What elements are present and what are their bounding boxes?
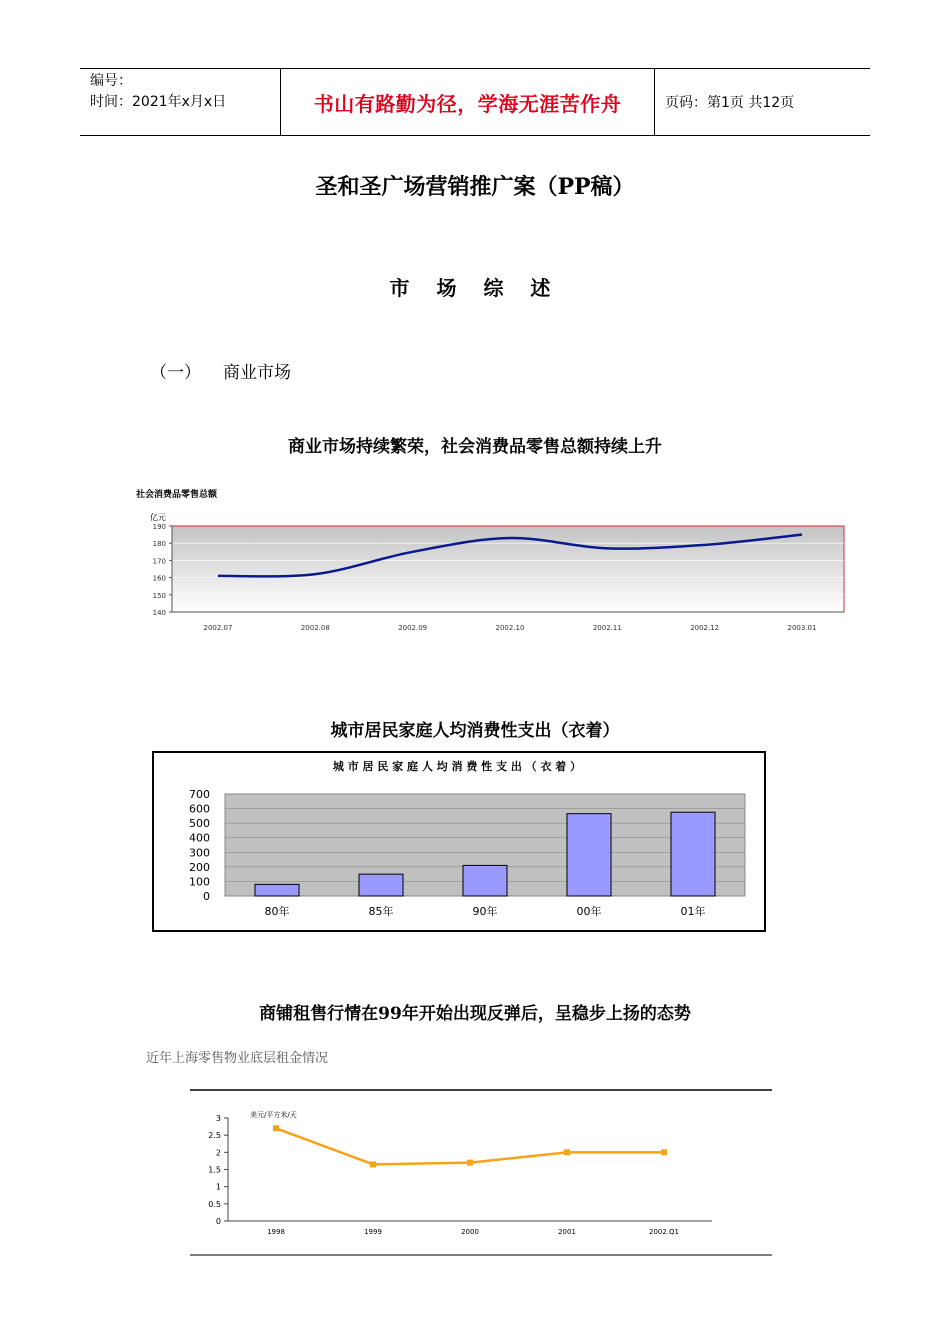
chart2-title: 城 市 居 民 家 庭 人 均 消 费 性 支 出 （ 衣 着 ） xyxy=(332,760,582,773)
chart1-xtick-label: 2003.01 xyxy=(787,624,817,632)
header-time: 时间：2021年x月x日 xyxy=(90,94,227,110)
chart1-ytick-label: 170 xyxy=(152,557,166,566)
chart2-ytick-label: 400 xyxy=(189,831,210,845)
chart2-bar xyxy=(463,865,507,896)
chart1-ytick-label: 160 xyxy=(152,574,166,583)
header-meta xyxy=(80,69,281,135)
chart2-bar xyxy=(671,812,715,896)
retail-sales-line-chart xyxy=(130,484,860,636)
chart2-bar xyxy=(255,884,299,896)
chart1-title: 社会消费品零售总额 xyxy=(136,490,218,500)
chart3-xtick-label: 2000 xyxy=(461,1228,479,1236)
chart2-ytick-label: 500 xyxy=(189,817,210,831)
chart2-caption: 城市居民家庭人均消费性支出（衣着） xyxy=(330,721,620,741)
chart3-point xyxy=(273,1125,279,1131)
chart1-ytick-label: 140 xyxy=(152,609,166,617)
chart1-xtick-label: 2002.07 xyxy=(203,624,233,632)
rent-line-chart xyxy=(140,1044,780,1259)
chart2-ytick-label: 600 xyxy=(189,802,210,816)
chart3-ylabel: 美元/平方米/天 xyxy=(250,1111,297,1119)
header-page-cell xyxy=(655,69,870,135)
document-title: 圣和圣广场营销推广案（PP稿） xyxy=(315,174,635,200)
chart3-ytick-label: 2 xyxy=(215,1148,221,1158)
chart2-ytick-label: 0 xyxy=(203,890,210,903)
chart3-ytick-label: 1 xyxy=(215,1182,221,1192)
page-header xyxy=(80,68,870,136)
chart3-ytick-label: 3 xyxy=(215,1114,221,1123)
header-page-info: 页码：第1页 共12页 xyxy=(665,95,795,111)
chart1-xtick-label: 2002.11 xyxy=(592,624,622,632)
header-number: 编号： xyxy=(90,73,132,89)
chart3-point xyxy=(564,1149,570,1155)
chart1-ytick-label: 150 xyxy=(152,591,166,600)
chart2-xtick-label: 90年 xyxy=(472,905,498,918)
chart3-xtick-label: 1999 xyxy=(364,1228,382,1236)
chart3-title: 近年上海零售物业底层租金情况 xyxy=(146,1051,329,1066)
chart3-ytick-label: 1.5 xyxy=(208,1165,221,1175)
chart2-xtick-label: 01年 xyxy=(680,905,706,918)
chart2-ytick-label: 200 xyxy=(189,860,210,874)
chart1-xtick-label: 2002.08 xyxy=(300,624,330,632)
chart3-series-line xyxy=(276,1128,664,1164)
chart2-ytick-label: 100 xyxy=(189,875,210,889)
chart2-xtick-label: 85年 xyxy=(368,905,394,918)
header-motto: 书山有路勤为径，学海无涯苦作舟 xyxy=(313,91,622,116)
subsection-title: 商业市场 xyxy=(223,363,291,383)
chart3-xtick-label: 1998 xyxy=(267,1228,285,1236)
clothing-spending-bar-chart xyxy=(152,751,766,932)
chart1-xtick-label: 2002.12 xyxy=(690,624,720,632)
section-title: 市 场 综 述 xyxy=(389,276,561,300)
chart1-xtick-label: 2002.09 xyxy=(398,624,428,632)
chart3-caption: 商铺租售行情在99年开始出现反弹后，呈稳步上扬的态势 xyxy=(259,1004,691,1024)
chart3-point xyxy=(370,1161,376,1167)
chart2-xtick-label: 00年 xyxy=(576,905,602,918)
chart3-point xyxy=(467,1160,473,1166)
chart1-ytick-label: 190 xyxy=(152,523,166,531)
subsection-heading xyxy=(150,358,291,383)
chart3-xtick-label: 2002.Q1 xyxy=(648,1228,680,1236)
chart1-xtick-label: 2002.10 xyxy=(495,624,525,632)
subsection-number: （一） xyxy=(150,363,201,383)
header-motto-cell xyxy=(281,69,655,135)
chart1-ylabel: 亿元 xyxy=(150,513,166,522)
chart3-ytick-label: 0 xyxy=(215,1217,221,1226)
chart2-ytick-label: 300 xyxy=(189,846,210,860)
chart1-ytick-label: 180 xyxy=(152,540,166,549)
chart3-xtick-label: 2001 xyxy=(558,1228,576,1236)
chart3-point xyxy=(661,1149,667,1155)
chart2-ytick-label: 700 xyxy=(189,788,210,801)
chart1-caption: 商业市场持续繁荣，社会消费品零售总额持续上升 xyxy=(288,437,662,457)
chart2-bar xyxy=(567,814,611,896)
chart3-ytick-label: 2.5 xyxy=(208,1131,221,1141)
chart2-bar xyxy=(359,874,403,896)
chart3-ytick-label: 0.5 xyxy=(208,1199,221,1209)
chart2-xtick-label: 80年 xyxy=(264,905,290,918)
